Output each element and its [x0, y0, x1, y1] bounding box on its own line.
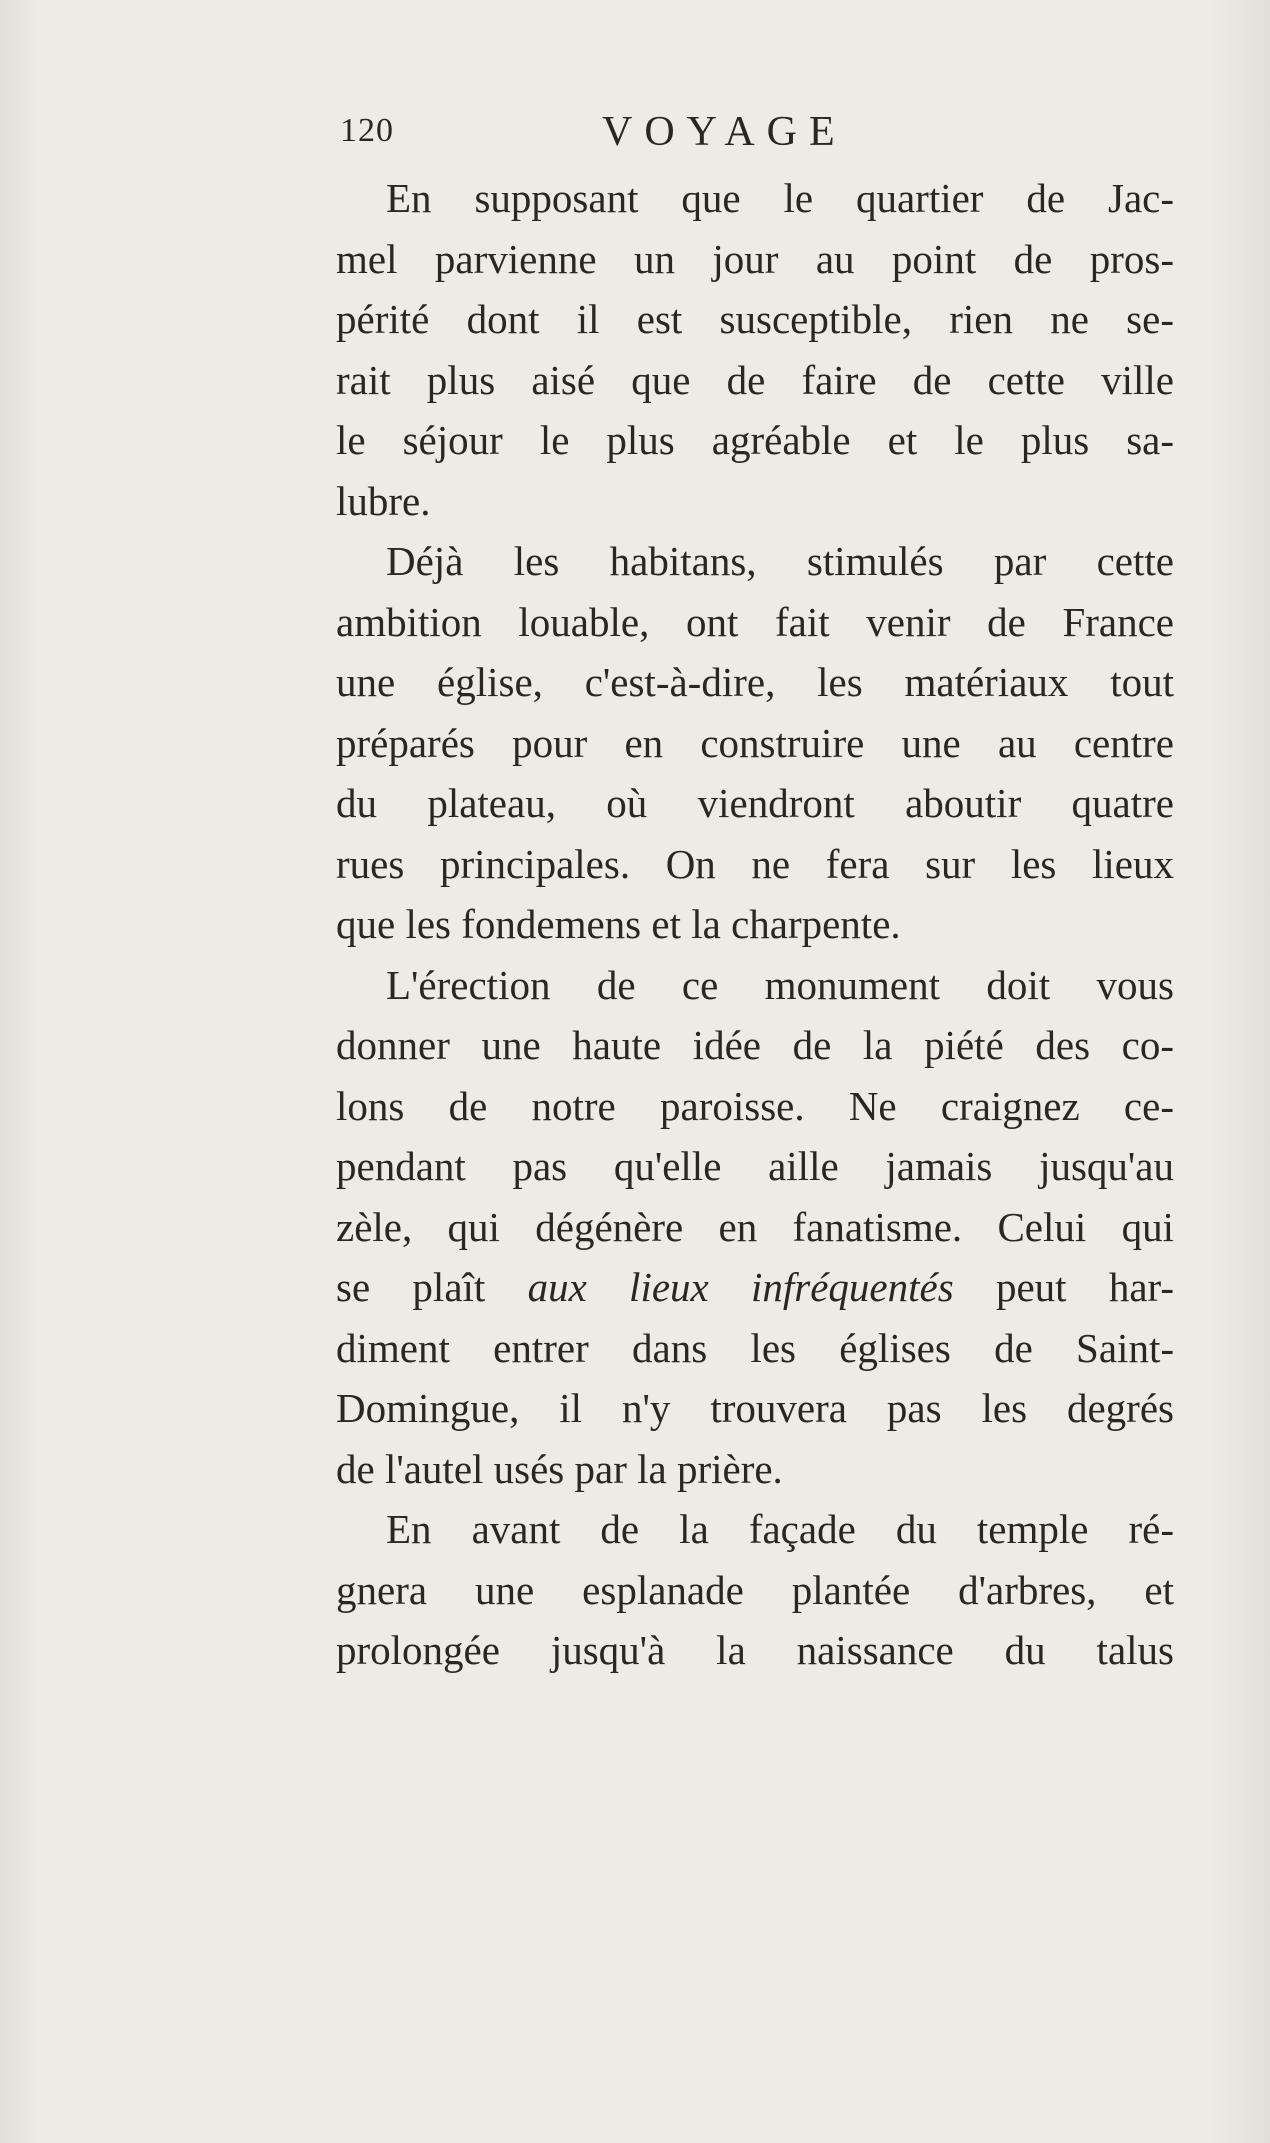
text-line: ambition louable, ont fait venir de France — [336, 598, 1174, 645]
text-line: le séjour le plus agréable et le plus sa- — [336, 417, 1174, 463]
text-line: de l'autel usés par la prière. — [336, 1445, 783, 1492]
text-line: En avant de la façade du temple ré- — [386, 1506, 1174, 1552]
text-line — [336, 1257, 1174, 1318]
page-header — [340, 108, 1180, 158]
italic-phrase: aux lieux infréquentés — [527, 1264, 954, 1310]
text-line: Déjà les habitans, stimulés par cette — [386, 538, 1174, 584]
text-line: rait plus aisé que de faire de cette ville — [336, 356, 1174, 403]
text-line: En supposant que le quartier de Jac- — [386, 175, 1174, 221]
text-line: rues principales. On ne fera sur les lieux — [336, 840, 1174, 887]
text-line: L'érection de ce monument doit vous — [386, 961, 1174, 1008]
text-line: donner une haute idée de la piété des co- — [336, 1022, 1174, 1068]
body-text — [336, 168, 1174, 1681]
text-line: que les fondemens et la charpente. — [336, 901, 901, 947]
text-line: du plateau, où viendront aboutir quatre — [336, 780, 1174, 826]
running-head: VOYAGE — [602, 109, 847, 155]
text-line: mel parvienne un jour au point de pros- — [336, 235, 1174, 282]
text-line: lons de notre paroisse. Ne craignez ce- — [336, 1082, 1174, 1129]
text-segment: se plaît — [336, 1264, 486, 1310]
text-line: lubre. — [336, 477, 431, 524]
text-line: préparés pour en construire une au centre — [336, 719, 1174, 766]
text-line: Domingue, il n'y trouvera pas les degrés — [336, 1385, 1174, 1431]
text-line: diment entrer dans les églises de Saint- — [336, 1324, 1174, 1371]
text-line: zèle, qui dégénère en fanatisme. Celui qui — [336, 1203, 1174, 1250]
text-line: prolongée jusqu'à la naissance du talus — [336, 1627, 1174, 1673]
text-line: une église, c'est-à-dire, les matériaux tout — [336, 659, 1174, 705]
text-segment: peut har- — [995, 1264, 1174, 1310]
page-number: 120 — [340, 112, 394, 149]
text-line: gnera une esplanade plantée d'arbres, et — [336, 1566, 1174, 1613]
text-line: pendant pas qu'elle aille jamais jusqu'au — [336, 1143, 1174, 1189]
text-line: périté dont il est susceptible, rien ne se- — [336, 296, 1174, 342]
